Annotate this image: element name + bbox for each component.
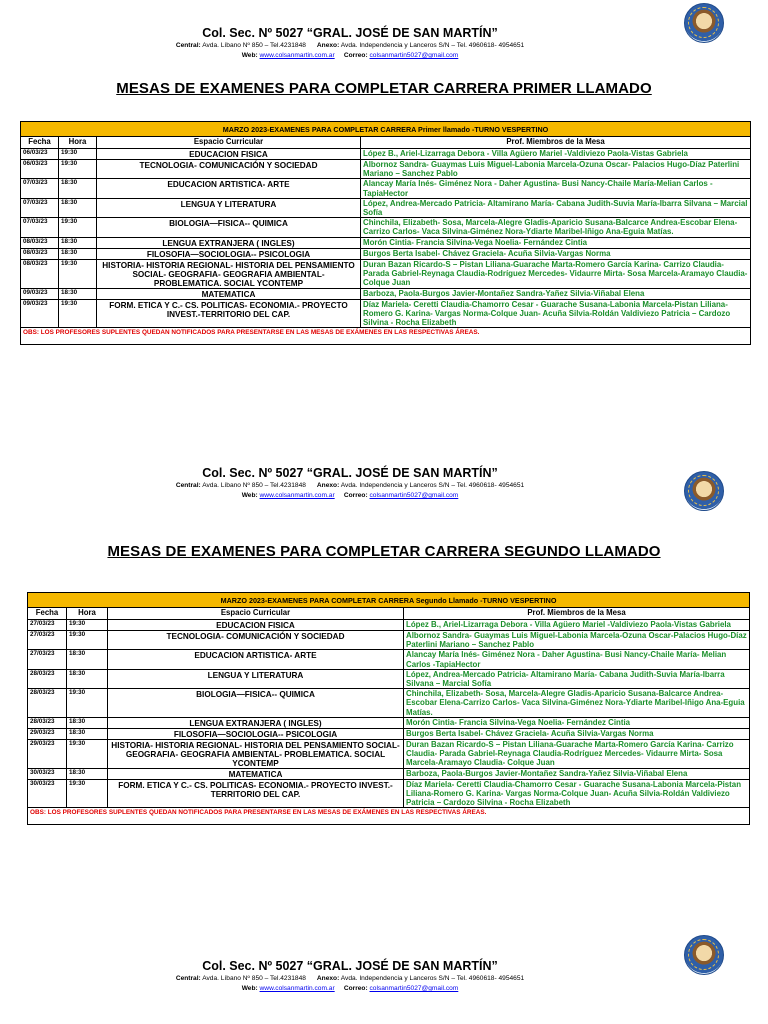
cell-espacio-text: MATEMATICA [201,289,256,299]
cell-fecha [28,669,67,688]
cell-fecha-text: 09/03/23 [23,288,48,296]
cell-prof-text: Duran Bazan Ricardo-S – Pistan Liliana-Guarache Marta-Romero García Karina- Carrizo Claudia- Parada Gabriel-Reynaga Claudia-Rodríguez Mercedes- Vidaurre Mirta- Sosa Marcela-Aramayo Claudia- Colque Juan [406,739,734,768]
cell-hora [67,620,108,631]
table-row [21,299,751,328]
table-body [21,149,751,328]
cell-hora [67,768,108,779]
cell-espacio-text: FORM. ETICA Y C.- CS. POLITICAS- ECONOMIA.- PROYECTO INVEST.-TERRITORIO DEL CAP. [109,300,348,319]
cell-fecha-text: 08/03/23 [23,237,48,245]
cell-espacio-text: LENGUA Y LITERATURA [180,199,277,209]
cell-hora-text: 18:30 [61,288,78,296]
cell-prof [361,237,751,248]
cell-espacio [108,768,404,779]
cell-prof-text: Alancay María Inés- Giménez Nora - Daher Agustina- Busi Nancy-Chaile María- Melian Carlos -TapiaHector [406,650,727,669]
school-name: Col. Sec. Nº 5027 “GRAL. JOSÉ DE SAN MARTÍN” [202,466,498,480]
table-row [28,739,750,768]
cell-espacio [97,198,361,217]
address-line [0,42,700,49]
table-row [28,650,750,669]
cell-fecha-text: 08/03/23 [23,248,48,256]
cell-prof [404,669,750,688]
table-row [21,198,751,217]
col-espacio: Espacio Curricular [97,137,361,149]
table-row [28,631,750,650]
cell-fecha-text: 09/03/23 [23,299,48,307]
cell-hora-text: 19:30 [69,779,86,787]
address-line [0,482,700,489]
cell-prof [404,631,750,650]
cell-hora [67,631,108,650]
central-label: Central: [175,975,201,982]
cell-hora-text: 19:30 [61,259,78,267]
cell-prof-text: López, Andrea-Mercado Patricia- Altamirano María- Cabana Judith-Suvia María-Ibarra Silvana – Marcial Sofía [363,198,748,218]
cell-espacio [97,259,361,288]
cell-prof [404,650,750,669]
cell-espacio [108,669,404,688]
table-banner: MARZO 2023-EXAMENES PARA COMPLETAR CARRERA Primer llamado -TURNO VESPERTINO [21,122,751,137]
central-label: Central: [175,42,201,49]
cell-fecha-text: 07/03/23 [23,198,48,206]
cell-hora-text: 19:30 [61,299,78,307]
table-row [28,620,750,631]
cell-espacio-text: EDUCACION FISICA [216,621,295,630]
obs-note: OBS: LOS PROFESORES SUPLENTES QUEDAN NOTIFICADOS PARA PRESENTARSE EN LAS MESAS DE EXÁMENES EN LAS RESPECTIVAS ÁREAS. [28,808,750,825]
table-row [21,218,751,237]
cell-fecha-text: 30/03/23 [30,768,55,776]
cell-fecha [28,620,67,631]
table-row [21,288,751,299]
cell-espacio-text: EDUCACION ARTISTICA- ARTE [194,651,317,661]
address-line [0,975,700,982]
web-label: Web: [241,492,258,499]
col-prof: Prof. Miembros de la Mesa [404,608,750,620]
cell-prof-text: Díaz Mariela- Ceretti Claudia-Chamorro Cesar - Guarache Susana-Labonia Marcela-Pistan Liliana-Romero G. Karina- Vargas Norma-Colque Juan- Acuña Silvia-Roldán Valdiviezo Patricia – Cardozo Silvina - Rocha Elizabeth [363,299,731,328]
cell-espacio [108,739,404,768]
cell-hora [59,248,97,259]
cell-espacio-text: LENGUA EXTRANJERA ( INGLES) [162,238,295,248]
col-hora: Hora [67,608,108,620]
anexo-value: Avda. Independencia y Lanceros S/N – Tel. 4960618- 4954651 [340,482,525,489]
cell-fecha [21,299,59,328]
cell-espacio-text: LENGUA EXTRANJERA ( INGLES) [189,718,322,728]
cell-hora-text: 18:30 [69,728,86,736]
cell-hora-text: 18:30 [69,650,86,658]
cell-fecha-text: 08/03/23 [23,259,48,267]
cell-hora-text: 18:30 [61,237,78,245]
exam-table-primer-llamado [20,121,751,345]
anexo-label: Anexo: [316,482,340,489]
cell-espacio-text: FORM. ETICA Y C.- CS. POLITICAS- ECONOMIA.- PROYECTO INVEST.-TERRITORIO DEL CAP. [118,780,393,799]
cell-fecha [28,717,67,728]
cell-hora [67,728,108,739]
web-label: Web: [241,985,258,992]
table-row [28,768,750,779]
cell-hora [67,689,108,718]
school-logo [684,935,724,975]
cell-espacio-text: HISTORIA- HISTORIA REGIONAL- HISTORIA DEL PENSAMIENTO SOCIAL- GEOGRAFIA- GEOGRAFIA AMBIENTAL- PROBLEMATICA. SOCIAL YCONTEMP [111,740,400,768]
cell-fecha-text: 07/03/23 [23,179,48,187]
cell-espacio [108,728,404,739]
cell-prof [361,248,751,259]
cell-hora-text: 19:30 [69,620,86,627]
cell-fecha-text: 27/03/23 [30,650,55,658]
cell-prof-text: Alancay María Inés- Giménez Nora - Daher Agustina- Busi Nancy-Chaile María-Melian Carlos -TapiaHector [363,179,713,198]
cell-prof-text: Albornoz Sandra- Guaymas Luis Miguel-Labonia Marcela-Ozuna Oscar- Palacios Hugo-Díaz Paterlini Mariano – Sanchez Pablo [363,160,740,179]
web-label: Web: [241,52,258,59]
web-link[interactable]: www.colsanmartin.com.ar [259,492,335,499]
cell-hora [59,299,97,328]
cell-prof [404,620,750,631]
cell-fecha [21,179,59,198]
central-value: Avda. Líbano Nº 850 – Tel.4231848 [202,482,306,489]
cell-fecha [21,198,59,217]
cell-fecha [28,779,67,808]
anexo-value: Avda. Independencia y Lanceros S/N – Tel. 4960618- 4954651 [340,42,525,49]
cell-fecha [28,728,67,739]
cell-hora [67,739,108,768]
cell-prof [361,198,751,217]
contact-line [0,985,700,992]
cell-espacio [108,779,404,808]
cell-hora [67,779,108,808]
cell-fecha-text: 29/03/23 [30,739,55,747]
correo-label: Correo: [343,52,368,59]
col-espacio: Espacio Curricular [108,608,404,620]
cell-hora-text: 18:30 [61,248,78,256]
cell-hora [59,198,97,217]
table-row [21,179,751,198]
cell-espacio [97,248,361,259]
cell-fecha [21,288,59,299]
cell-prof-text: Chinchila, Elizabeth- Sosa, Marcela-Alegre Gladis-Aparicio Susana-Balcarce Andrea-Escobar Elena-Carrizo Carlos- Vaca Silvina-Giménez Nora-Ydiarte Maribel-Iñigo Ana-Eguia Matías. [363,218,738,237]
table-body [28,620,750,808]
cell-hora-text: 19:30 [61,160,78,167]
cell-prof-text: López B., Ariel-Lizarraga Debora - Villa Agüero Mariel -Valdiviezo Paola-Vistas Gabriela [363,149,688,158]
cell-espacio [108,631,404,650]
cell-espacio-text: EDUCACION ARTISTICA- ARTE [167,180,290,190]
cell-prof-text: López B., Ariel-Lizarraga Debora - Villa Agüero Mariel -Valdiviezo Paola-Vistas Gabriela [406,620,731,629]
cell-espacio [97,160,361,179]
cell-hora [67,669,108,688]
cell-prof [361,299,751,328]
cell-prof [361,179,751,198]
cell-prof-text: Duran Bazan Ricardo-S – Pistan Liliana-Guarache Marta-Romero García Karina- Carrizo Claudia- Parada Gabriel-Reynaga Claudia-Rodríguez Mercedes- Vidaurre Mirta- Sosa Marcela-Aramayo Claudia- Colque Juan [363,259,748,288]
col-prof: Prof. Miembros de la Mesa [361,137,751,149]
cell-hora [59,288,97,299]
cell-prof [361,149,751,160]
page-title-primer-llamado: MESAS DE EXAMENES PARA COMPLETAR CARRERA PRIMER LLAMADO [116,80,652,97]
cell-hora-text: 18:30 [69,768,86,776]
cell-espacio [108,620,404,631]
cell-espacio [97,288,361,299]
cell-prof [404,739,750,768]
email-link[interactable]: colsanmartin5027@gmail.com [369,492,459,499]
cell-hora-text: 19:30 [61,218,78,226]
table-row [21,259,751,288]
cell-espacio [97,149,361,160]
cell-espacio-text: BIOLOGIA—FISICA-- QUIMICA [169,219,288,229]
school-name: Col. Sec. Nº 5027 “GRAL. JOSÉ DE SAN MARTÍN” [202,959,498,973]
table-row [21,160,751,179]
cell-prof-text: Albornoz Sandra- Guaymas Luis Miguel-Labonia Marcela-Ozuna Oscar-Palacios Hugo-Díaz Paterlini Mariano – Sanchez Pablo [406,631,747,650]
cell-espacio-text: FILOSOFIA—SOCIOLOGIA-- PSICOLOGIA [173,729,338,739]
table-row [21,237,751,248]
cell-prof-text: Barboza, Paola-Burgos Javier-Montañez Sandra-Yañez Silvia-Viñabal Elena [363,288,645,298]
cell-fecha-text: 28/03/23 [30,717,55,725]
cell-espacio [108,717,404,728]
col-fecha: Fecha [28,608,67,620]
contact-line [0,52,700,59]
table-row [21,248,751,259]
cell-hora-text: 19:30 [69,739,86,747]
cell-espacio-text: HISTORIA- HISTORIA REGIONAL- HISTORIA DEL PENSAMIENTO SOCIAL- GEOGRAFIA- GEOGRAFIA AMBIENTAL- PROBLEMATICA. SOCIAL YCONTEMP [102,260,355,288]
cell-fecha-text: 28/03/23 [30,689,55,697]
cell-fecha [28,650,67,669]
exam-table-segundo-llamado [27,592,750,825]
cell-espacio-text: BIOLOGIA—FISICA-- QUIMICA [196,690,315,700]
email-link[interactable]: colsanmartin5027@gmail.com [369,52,459,59]
cell-hora [59,179,97,198]
anexo-value: Avda. Independencia y Lanceros S/N – Tel. 4960618- 4954651 [340,975,525,982]
cell-fecha-text: 06/03/23 [23,149,48,156]
cell-fecha [28,631,67,650]
cell-hora-text: 19:30 [61,149,78,156]
cell-prof [404,768,750,779]
cell-prof-text: López, Andrea-Mercado Patricia- Altamirano María- Cabana Judith-Suvia María-Ibarra Silvana – Marcial Sofía [406,669,725,689]
cell-prof-text: Burgos Berta Isabel- Chávez Graciela- Acuña Silvia-Vargas Norma [406,728,654,738]
cell-espacio [108,650,404,669]
cell-hora-text: 18:30 [69,669,86,677]
correo-label: Correo: [343,492,368,499]
cell-prof-text: Morón Cintia- Francia Silvina-Vega Noelia- Fernández Cintia [363,237,588,247]
cell-espacio-text: FILOSOFIA—SOCIOLOGIA-- PSICOLOGIA [146,249,311,259]
web-link[interactable]: www.colsanmartin.com.ar [259,52,335,59]
cell-espacio [97,299,361,328]
cell-hora [59,237,97,248]
cell-fecha-text: 06/03/23 [23,160,48,167]
cell-fecha [21,237,59,248]
table-row [28,779,750,808]
table-row [28,717,750,728]
cell-hora [59,160,97,179]
cell-prof-text: Barboza, Paola-Burgos Javier-Montañez Sandra-Yañez Silvia-Viñabal Elena [406,768,688,778]
table-row [21,149,751,160]
cell-fecha [28,739,67,768]
cell-hora-text: 19:30 [69,689,86,697]
cell-fecha-text: 07/03/23 [23,218,48,226]
cell-fecha-text: 30/03/23 [30,779,55,787]
cell-espacio-text: TECNOLOGIA- COMUNICACIÓN Y SOCIEDAD [139,161,318,170]
col-fecha: Fecha [21,137,59,149]
cell-hora [67,650,108,669]
email-link[interactable]: colsanmartin5027@gmail.com [369,985,459,992]
cell-prof-text: Burgos Berta Isabel- Chávez Graciela- Acuña Silvia-Vargas Norma [363,248,611,258]
school-name: Col. Sec. Nº 5027 “GRAL. JOSÉ DE SAN MARTÍN” [202,26,498,40]
anexo-label: Anexo: [316,42,340,49]
cell-fecha [28,768,67,779]
cell-espacio-text: EDUCACION FISICA [189,150,268,159]
table-row [28,669,750,688]
contact-line [0,492,700,499]
cell-fecha [21,160,59,179]
cell-fecha-text: 28/03/23 [30,669,55,677]
cell-espacio-text: MATEMATICA [228,769,283,779]
cell-fecha [21,218,59,237]
cell-hora [59,259,97,288]
cell-espacio-text: TECNOLOGIA- COMUNICACIÓN Y SOCIEDAD [166,632,345,641]
cell-fecha [21,149,59,160]
anexo-label: Anexo: [316,975,340,982]
cell-hora-text: 18:30 [61,179,78,187]
cell-espacio [97,218,361,237]
correo-label: Correo: [343,985,368,992]
cell-espacio [97,237,361,248]
cell-prof-text: Morón Cintia- Francia Silvina-Vega Noelia- Fernández Cintia [406,717,631,727]
cell-espacio [108,689,404,718]
table-banner: MARZO 2023-EXAMENES PARA COMPLETAR CARRERA Segundo Llamado -TURNO VESPERTINO [28,593,750,608]
school-logo [684,3,724,43]
col-hora: Hora [59,137,97,149]
cell-prof [404,717,750,728]
page-title-segundo-llamado: MESAS DE EXAMENES PARA COMPLETAR CARRERA SEGUNDO LLAMADO [107,543,661,560]
cell-hora-text: 18:30 [69,717,86,725]
cell-hora-text: 18:30 [61,198,78,206]
obs-note: OBS: LOS PROFESORES SUPLENTES QUEDAN NOTIFICADOS PARA PRESENTARSE EN LAS MESAS DE EXÁMENES EN LAS RESPECTIVAS ÁREAS. [21,328,751,345]
cell-prof [404,689,750,718]
cell-prof-text: Chinchila, Elizabeth- Sosa, Marcela-Alegre Gladis-Aparicio Susana-Balcarce Andrea-Escobar Elena-Carrizo Carlos- Vaca Silvina-Giménez Nora-Ydiarte Maribel-Iñigo Ana-Eguia Matías. [406,689,745,717]
cell-hora [59,149,97,160]
cell-prof [361,218,751,237]
cell-fecha-text: 27/03/23 [30,620,55,627]
central-value: Avda. Líbano Nº 850 – Tel.4231848 [202,42,306,49]
school-logo [684,471,724,511]
cell-fecha [21,248,59,259]
central-label: Central: [175,482,201,489]
cell-prof [404,779,750,808]
cell-prof-text: Díaz Mariela- Ceretti Claudia-Chamorro Cesar - Guarache Susana-Labonia Marcela-Pistan Liliana-Romero G. Karina- Vargas Norma-Colque Juan- Acuña Silvia-Roldán Valdiviezo Patricia – Cardozo Silvina - Rocha Elizabeth [406,779,742,808]
cell-hora [59,218,97,237]
table-row [28,728,750,739]
central-value: Avda. Líbano Nº 850 – Tel.4231848 [202,975,306,982]
cell-prof [404,728,750,739]
cell-hora-text: 19:30 [69,631,86,638]
cell-prof [361,259,751,288]
cell-fecha [28,689,67,718]
cell-hora [67,717,108,728]
cell-fecha [21,259,59,288]
cell-espacio-text: LENGUA Y LITERATURA [207,670,304,680]
web-link[interactable]: www.colsanmartin.com.ar [259,985,335,992]
cell-prof [361,288,751,299]
cell-prof [361,160,751,179]
cell-fecha-text: 27/03/23 [30,631,55,638]
cell-espacio [97,179,361,198]
cell-fecha-text: 29/03/23 [30,728,55,736]
table-row [28,689,750,718]
